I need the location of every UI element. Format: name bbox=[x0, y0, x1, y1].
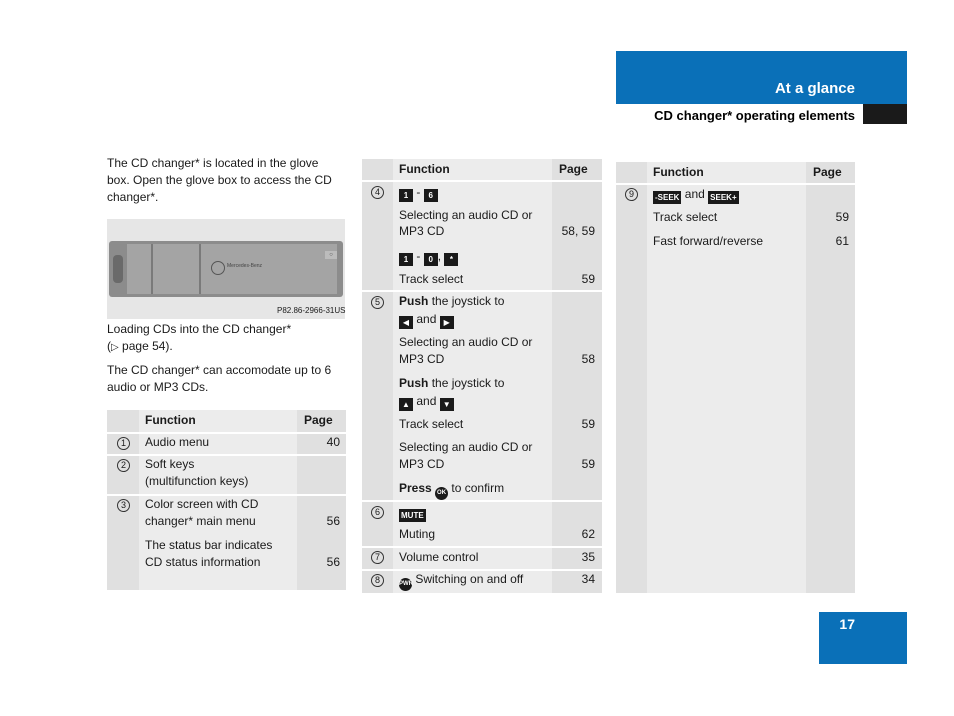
function-text: Track select bbox=[399, 272, 464, 286]
loading-paragraph bbox=[107, 321, 352, 356]
direction-keys bbox=[399, 311, 454, 329]
dash: - bbox=[416, 249, 421, 263]
function-text: changer* main menu bbox=[145, 514, 256, 528]
paren: ( bbox=[107, 339, 111, 353]
function-text bbox=[399, 480, 504, 500]
key-6-mno-icon: 6 bbox=[424, 189, 438, 202]
row-number-7: 7 bbox=[371, 551, 384, 564]
page-link[interactable]: 59 bbox=[581, 417, 595, 431]
function-text: MP3 CD bbox=[399, 224, 445, 238]
row-divider bbox=[107, 454, 346, 456]
page-link[interactable]: 56 bbox=[326, 555, 340, 569]
section-title: At a glance bbox=[774, 80, 855, 97]
row-number-6: 6 bbox=[371, 506, 384, 519]
page-number: 17 bbox=[839, 616, 855, 632]
direction-keys bbox=[399, 393, 454, 411]
intro-line: changer*. bbox=[107, 190, 159, 204]
key-1-icon: 1 bbox=[399, 253, 413, 266]
function-text: Track select bbox=[399, 417, 464, 431]
mercedes-star-icon bbox=[211, 261, 225, 275]
page-link[interactable]: 59 bbox=[581, 457, 595, 471]
dash: - bbox=[416, 185, 421, 199]
function-text: Soft keys bbox=[145, 457, 195, 471]
function-text: MP3 CD bbox=[399, 352, 445, 366]
loading-line: Loading CDs into the CD changer* bbox=[107, 322, 292, 336]
push-rest: the joystick to bbox=[431, 376, 505, 390]
intro-line: The CD changer* is located in the glove bbox=[107, 156, 319, 170]
down-arrow-key-icon: ▼ bbox=[440, 398, 454, 411]
mute-key bbox=[399, 504, 426, 522]
cd-changer-illustration bbox=[109, 241, 343, 297]
key-range bbox=[399, 248, 458, 266]
function-text: Fast forward/reverse bbox=[653, 234, 764, 248]
function-label: Switching on and off bbox=[415, 572, 524, 586]
row-number-9: 9 bbox=[625, 188, 638, 201]
page-ref-text: page 54). bbox=[122, 339, 173, 353]
column-header-function: Function bbox=[399, 162, 450, 176]
seek-minus-key-icon: -SEEK bbox=[655, 193, 680, 202]
key-0-icon: 0 bbox=[424, 253, 438, 266]
page-link[interactable]: 61 bbox=[835, 234, 849, 248]
function-text: MP3 CD bbox=[399, 457, 445, 471]
page-link[interactable]: 40 bbox=[326, 435, 340, 449]
row-number-8: 8 bbox=[371, 574, 384, 587]
function-text: The status bar indicates bbox=[145, 538, 273, 552]
image-caption: P82.86-2966-31US bbox=[277, 306, 346, 315]
column-header-function: Function bbox=[653, 165, 704, 179]
and-text: and bbox=[416, 312, 437, 326]
function-text: Selecting an audio CD or bbox=[399, 335, 533, 349]
left-arrow-key-icon: ◀ bbox=[399, 316, 413, 329]
right-arrow-key-icon: ▶ bbox=[440, 316, 454, 329]
page-link[interactable]: 56 bbox=[326, 514, 340, 528]
row-divider bbox=[362, 180, 602, 182]
key-range bbox=[399, 184, 438, 202]
and-text: and bbox=[684, 187, 705, 201]
page-pointer-icon: ▷ bbox=[111, 342, 119, 353]
press-rest: to confirm bbox=[451, 481, 505, 495]
row-number-4: 4 bbox=[371, 186, 384, 199]
function-text bbox=[399, 293, 504, 310]
function-text: Muting bbox=[399, 527, 436, 541]
page-link[interactable]: 34 bbox=[581, 572, 595, 586]
page-subtitle: CD changer* operating elements bbox=[654, 108, 855, 123]
column-header-page: Page bbox=[559, 162, 588, 176]
row-number-5: 5 bbox=[371, 296, 384, 309]
page-link[interactable]: 35 bbox=[581, 550, 595, 564]
comma: , bbox=[437, 249, 442, 263]
cd-panel bbox=[153, 244, 201, 294]
cd-slot bbox=[113, 255, 123, 283]
row-number-2: 2 bbox=[117, 459, 130, 472]
column-header-function: Function bbox=[145, 413, 196, 427]
row-divider bbox=[362, 500, 602, 502]
page-link[interactable]: 62 bbox=[581, 527, 595, 541]
mute-key-icon: MUTE bbox=[401, 511, 424, 520]
capacity-line: The CD changer* can accomodate up to 6 bbox=[107, 363, 332, 377]
key-star-icon: * bbox=[444, 253, 458, 266]
row-divider bbox=[616, 183, 855, 185]
page-reference[interactable] bbox=[107, 338, 352, 356]
column-header-page: Page bbox=[304, 413, 333, 427]
table-page-column bbox=[806, 162, 855, 593]
function-text: Track select bbox=[653, 210, 718, 224]
page-link[interactable]: 58 bbox=[581, 352, 595, 366]
capacity-paragraph bbox=[107, 362, 352, 396]
and-text: and bbox=[416, 394, 437, 408]
function-text: Selecting an audio CD or bbox=[399, 440, 533, 454]
key-1-icon: 1 bbox=[399, 189, 413, 202]
seek-keys bbox=[653, 186, 739, 204]
capacity-line: audio or MP3 CDs. bbox=[107, 380, 209, 394]
function-text: CD status information bbox=[145, 555, 261, 569]
press-label: Press bbox=[399, 481, 432, 495]
push-rest: the joystick to bbox=[431, 294, 505, 308]
push-label: Push bbox=[399, 294, 429, 308]
table-number-column bbox=[616, 162, 647, 593]
intro-paragraph bbox=[107, 155, 352, 206]
function-table-2 bbox=[362, 159, 602, 593]
table-function-column bbox=[647, 162, 806, 593]
function-text: Selecting an audio CD or bbox=[399, 208, 533, 222]
table-number-column bbox=[362, 159, 393, 593]
up-arrow-key-icon: ▲ bbox=[399, 398, 413, 411]
page-link[interactable]: 58, 59 bbox=[561, 224, 595, 238]
page-link[interactable]: 59 bbox=[835, 210, 849, 224]
row-divider bbox=[362, 290, 602, 292]
row-number-1: 1 bbox=[117, 437, 130, 450]
function-text bbox=[399, 375, 504, 392]
function-table-3 bbox=[616, 162, 855, 593]
function-table-1 bbox=[107, 410, 346, 590]
function-text: Color screen with CD bbox=[145, 497, 259, 511]
seek-plus-key-icon: SEEK+ bbox=[710, 193, 737, 202]
cd-disc-icon: ○ bbox=[325, 251, 337, 259]
row-number-3: 3 bbox=[117, 499, 130, 512]
ok-button-icon: OK bbox=[435, 487, 448, 500]
pwr-button-icon: PWR bbox=[399, 578, 412, 591]
push-label: Push bbox=[399, 376, 429, 390]
function-text: Audio menu bbox=[145, 435, 210, 449]
cd-panel bbox=[127, 244, 153, 294]
function-text: (multifunction keys) bbox=[145, 474, 249, 488]
page-link[interactable]: 59 bbox=[581, 272, 595, 286]
function-text: Volume control bbox=[399, 550, 479, 564]
row-divider bbox=[362, 546, 602, 548]
column-header-page: Page bbox=[813, 165, 842, 179]
function-text bbox=[399, 571, 523, 591]
subtitle-bar bbox=[863, 104, 907, 124]
intro-line: box. Open the glove box to access the CD bbox=[107, 173, 332, 187]
cd-brand-label: Mercedes-Benz bbox=[227, 263, 263, 269]
